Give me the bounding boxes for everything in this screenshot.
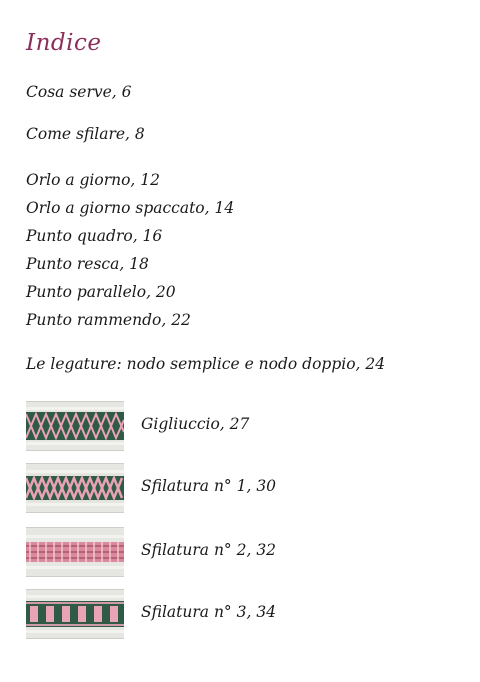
sfilatura-3-label: Sfilatura n° 3, 34 — [141, 603, 277, 621]
toc-entry-punto-quadro: Punto quadro, 16 — [26, 227, 163, 245]
toc-entry-punto-rammendo: Punto rammendo, 22 — [26, 311, 191, 329]
gigliuccio-label: Gigliuccio, 27 — [141, 415, 250, 433]
toc-entry-punto-parallelo: Punto parallelo, 20 — [26, 283, 176, 301]
page-title: Indice — [26, 30, 102, 56]
sfilatura-2-label: Sfilatura n° 2, 32 — [141, 541, 277, 559]
toc-entry-gigliuccio — [26, 401, 466, 451]
toc-entry-sfilatura-2 — [26, 527, 466, 577]
sfilatura-1-swatch-image — [26, 463, 124, 513]
gigliuccio-swatch-image — [26, 401, 124, 451]
sfilatura-3-swatch-image — [26, 589, 124, 639]
sfilatura-1-label: Sfilatura n° 1, 30 — [141, 477, 277, 495]
toc-entry-punto-resca: Punto resca, 18 — [26, 255, 149, 273]
toc-entry-orlo-spaccato: Orlo a giorno spaccato, 14 — [26, 199, 235, 217]
toc-entry-legature: Le legature: nodo semplice e nodo doppio, 24 — [26, 355, 386, 373]
toc-entry-sfilatura-3 — [26, 589, 466, 639]
toc-entry-orlo-a-giorno: Orlo a giorno, 12 — [26, 171, 161, 189]
toc-entry-cosa-serve: Cosa serve, 6 — [26, 83, 132, 101]
sfilatura-2-swatch-image — [26, 527, 124, 577]
toc-entry-sfilatura-1 — [26, 463, 466, 513]
toc-entry-come-sfilare: Come sfilare, 8 — [26, 125, 145, 143]
